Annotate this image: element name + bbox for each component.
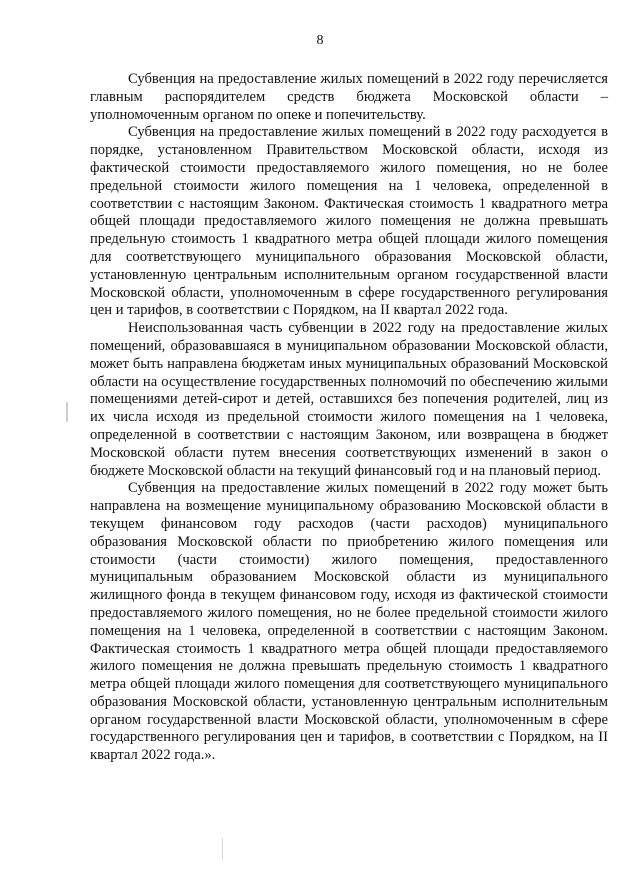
paragraph-1: Субвенция на предоставление жилых помещений в 2022 году перечисляется главным распорядителем средств бюджета Московской области – уполномоченным органом по опеке и попечительству.: [90, 71, 608, 123]
paragraph-2: Субвенция на предоставление жилых помещений в 2022 году расходуется в порядке, установленном Правительством Московской области, исходя из фактической стоимости предоставляемого жилого помещения, но не более предельной стоимости жилого помещения на 1 человека, определенной в соответствии с настоящим Законом. Фактическая стоимость 1 квадратного метра общей площади предоставляемого жилого помещения не должна превышать предельную стоимость 1 квадратного метра общей площади жилого помещения для соответствующего муниципального образования Московской области, установленную центральным исполнительным органом государственной власти Московской области, уполномоченным в сфере государственного регулирования цен и тарифов, в соответствии с Порядком, на II квартал 2022 года.: [90, 124, 608, 319]
scan-mark-left: [66, 402, 68, 422]
page-number: 8: [316, 33, 324, 48]
paragraph-3: Неиспользованная часть субвенции в 2022 году на предоставление жилых помещений, образовавшаяся в муниципальном образовании Московской области, может быть направлена бюджетам иных муниципальных образований Московской области на осуществление государственных полномочий по обеспечению жилыми помещениями детей-сирот и детей, оставшихся без попечения родителей, лиц из их числа исходя из предельной стоимости жилого помещения на 1 человека, определенной в соответствии с настоящим Законом, или возвращена в бюджет Московской области путем внесения соответствующих изменений в закон о бюджете Московской области на текущий финансовый год и на плановый период.: [90, 320, 608, 479]
paragraph-4: Субвенция на предоставление жилых помещений в 2022 году может быть направлена на возмещение муниципальному образованию Московской области в текущем финансовом году расходов (части расходов) муниципального образования Московской области по приобретению жилого помещения или стоимости (части стоимости) жилого помещения, предоставленного муниципальным образованием Московской области из муниципального жилищного фонда в текущем финансовом году, исходя из фактической стоимости предоставляемого жилого помещения, но не более предельной стоимости жилого помещения на 1 человека, определенной в соответствии с настоящим Законом. Фактическая стоимость 1 квадратного метра общей площади предоставляемого жилого помещения не должна превышать предельную стоимость 1 квадратного метра общей площади жилого помещения для соответствующего муниципального образования Московской области, установленную центральным исполнительным органом государственной власти Московской области, уполномоченным в сфере государственного регулирования цен и тарифов, в соответствии с Порядком, на II квартал 2022 года.».: [90, 480, 608, 764]
document-body: [90, 71, 608, 765]
scan-mark-bottom: [222, 838, 223, 860]
